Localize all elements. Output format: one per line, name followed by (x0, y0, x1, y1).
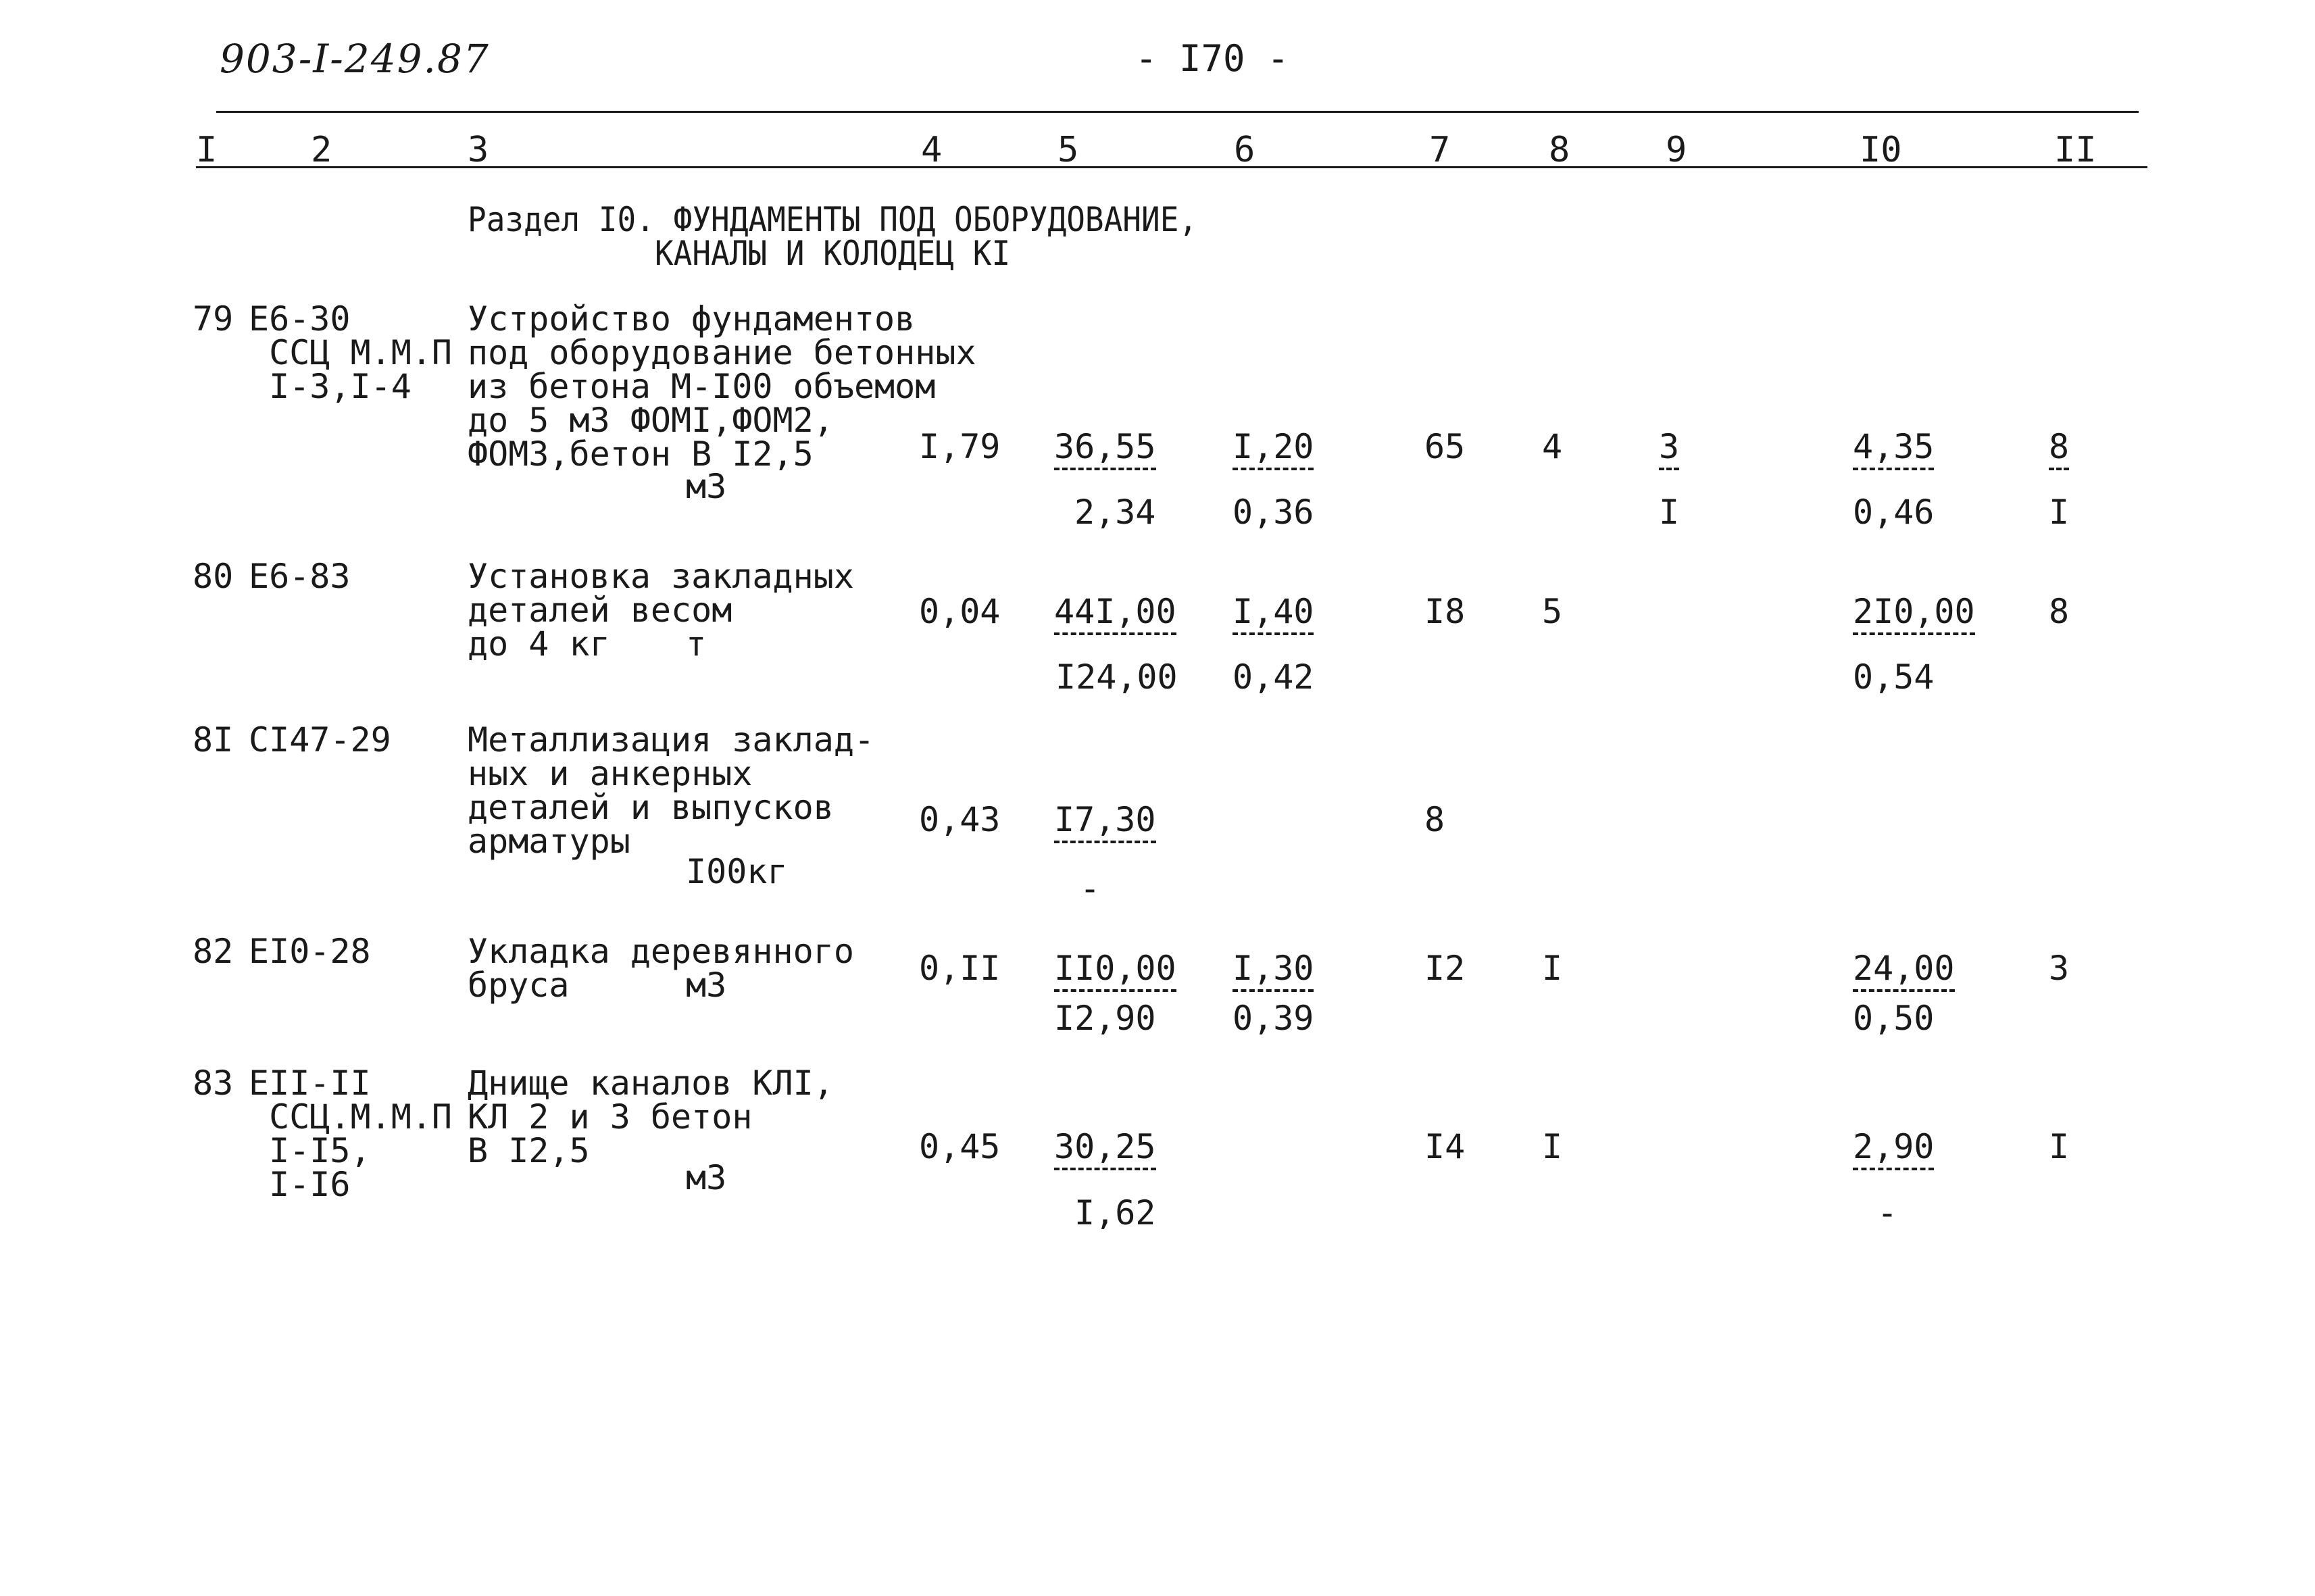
row-unit: м3 (686, 966, 727, 1005)
row-number: 82 (193, 932, 234, 971)
row-number: 79 (193, 299, 234, 339)
cell-col10: 4,35 (1853, 430, 1934, 470)
cell-col4: 0,II (919, 949, 1001, 988)
cell-col6: I,40 (1233, 595, 1314, 635)
row-code: ЕII-II ССЦ.М.М.П I-I5, I-I6 (249, 1064, 453, 1204)
cell-col7: I8 (1424, 592, 1466, 631)
cell-col5: I7,30 (1054, 803, 1156, 843)
row-number: 83 (193, 1064, 234, 1103)
cell-col5: 44I,00 (1054, 595, 1176, 635)
cell-col5: 36,55 (1054, 430, 1156, 470)
cell-col11: 8 (2049, 592, 2070, 631)
cell-col7: I4 (1424, 1127, 1466, 1166)
column-header: 4 (921, 130, 943, 170)
column-header: 3 (468, 130, 489, 170)
cell-col10-sub: 0,46 (1853, 493, 1935, 532)
cell-col7: 65 (1424, 427, 1466, 466)
row-code: CI47-29 (249, 720, 391, 759)
row-code: Е6-30 ССЦ М.М.П I-3,I-4 (249, 299, 453, 406)
cell-col4: I,79 (919, 427, 1001, 466)
row-description: Укладка деревянного бруса (468, 932, 854, 1005)
row-unit: I00кг (686, 852, 788, 891)
row-number: 80 (193, 557, 234, 596)
top-rule (216, 111, 2139, 113)
row-unit: м3 (686, 467, 727, 506)
column-header: 7 (1429, 130, 1451, 170)
cell-col10: 24,00 (1853, 951, 1955, 992)
cell-col10: 2,90 (1853, 1130, 1934, 1170)
column-header: 5 (1057, 130, 1079, 170)
column-header: II (2054, 130, 2097, 170)
document-code: 903-I-249.87 (220, 36, 490, 82)
cell-col6: I,30 (1233, 951, 1314, 992)
page-number: - I70 - (1135, 37, 1289, 80)
section-title: Раздел I0. ФУНДАМЕНТЫ ПОД ОБОРУДОВАНИЕ, КАНАЛЫ И КОЛОДЕЦ KI (468, 200, 1198, 273)
row-code: ЕI0-28 (249, 932, 371, 971)
row-description: Металлизация заклад- ных и анкерных деталей и выпусков арматуры (468, 720, 875, 861)
cell-col5-sub: I24,00 (1055, 657, 1178, 697)
column-header: 2 (311, 130, 332, 170)
cell-col8: I (1542, 949, 1563, 988)
row-unit: т (686, 624, 707, 664)
cell-col5-sub: I,62 (1074, 1193, 1156, 1232)
cell-col11: I (2049, 1127, 2070, 1166)
cell-col6-sub: 0,42 (1233, 657, 1314, 697)
cell-col10: 2I0,00 (1853, 595, 1975, 635)
cell-col5-sub: 2,34 (1074, 493, 1156, 532)
column-header: 6 (1234, 130, 1255, 170)
cell-col9: 3 (1659, 430, 1679, 470)
cell-col8: I (1542, 1127, 1563, 1166)
cell-col6-sub: 0,36 (1233, 493, 1314, 532)
cell-col5: II0,00 (1054, 951, 1176, 992)
cell-col10-sub: 0,54 (1853, 657, 1935, 697)
cell-col6: I,20 (1233, 430, 1314, 470)
row-unit: м3 (686, 1158, 727, 1197)
cell-col7: I2 (1424, 949, 1466, 988)
cell-col11: 8 (2049, 430, 2069, 470)
row-description: Установка закладных деталей весом до 4 кг (468, 557, 854, 664)
column-header: 9 (1666, 130, 1687, 170)
cell-col6-sub: 0,39 (1233, 999, 1314, 1038)
column-header: 8 (1549, 130, 1570, 170)
cell-col5-sub: - (1080, 869, 1101, 908)
cell-col10-sub: - (1877, 1193, 1898, 1232)
column-header: I0 (1860, 130, 1902, 170)
cell-col5-sub: I2,90 (1054, 999, 1156, 1038)
cell-col4: 0,43 (919, 800, 1001, 839)
row-code: Е6-83 (249, 557, 351, 596)
column-header: I (196, 130, 218, 170)
cell-col5: 30,25 (1054, 1130, 1156, 1170)
cell-col4: 0,45 (919, 1127, 1001, 1166)
row-number: 8I (193, 720, 234, 759)
cell-col8: 4 (1542, 427, 1563, 466)
cell-col7: 8 (1424, 800, 1445, 839)
cell-col8: 5 (1542, 592, 1563, 631)
cell-col11: 3 (2049, 949, 2070, 988)
cell-col11-sub: I (2049, 493, 2070, 532)
row-description: Днище каналов КЛI, КЛ 2 и 3 бетон В I2,5 (468, 1064, 834, 1170)
row-description: Устройство фундаментов под оборудование бетонных из бетона М-I00 объемом до 5 м3 ФОМI,ФОМ2, ФОМ3,бетон В I2,5 (468, 299, 976, 474)
cell-col4: 0,04 (919, 592, 1001, 631)
cell-col10-sub: 0,50 (1853, 999, 1935, 1038)
cell-col9-sub: I (1659, 493, 1680, 532)
